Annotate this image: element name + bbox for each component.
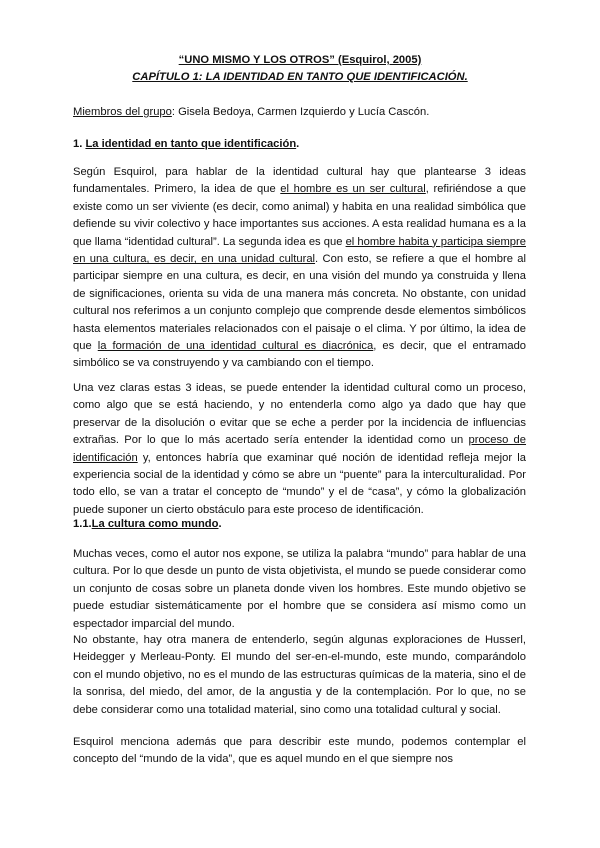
group-members xyxy=(73,104,429,120)
paragraph-2: Una vez claras estas 3 ideas, se puede entender la identidad cultural como un proceso, como algo que se está haciendo, y no entenderla como algo ya dado que hay que preservar de la disolución o evitar que se eche a perder por la incidencia de influencias extrañas. Por lo que lo más acertado sería entender la identidad como un proceso de identificación y, entonces habría que examinar qué noción de identidad refleja mejor la experiencia social de la identidad y cómo se abre un “puente” para la interculturalidad. Por todo ello, se van a tratar el concepto de “mundo” y el de “casa”, y cómo la globalización puede suponer un cierto obstáculo para este proceso de identificación. xyxy=(73,382,527,516)
members-names: : Gisela Bedoya, Carmen Izquierdo y Lucía Cascón. xyxy=(171,106,430,118)
chapter-title: CAPÍTULO 1: LA IDENTIDAD EN TANTO QUE IDENTIFICACIÓN. xyxy=(132,71,468,83)
paragraph-3: Muchas veces, como el autor nos expone, se utiliza la palabra “mundo” para hablar de una cultura. Por lo que desde un punto de vista objetivista, el mundo se puede considerar como un conjunto de cosas sobre un planeta donde viven los hombres. Este mundo objetivo se puede estudiar sistemáticamente por el hombre que se considera así mismo como un espectador imparcial del mundo. xyxy=(73,548,526,630)
members-label: Miembros del grupo xyxy=(73,106,172,118)
paragraph-4: No obstante, hay otra manera de entenderlo, según algunas exploraciones de Husserl, Heidegger y Merleau-Ponty. El mundo del ser-en-el-mundo, este mundo, comparándolo con el mundo objetivo, no es el mundo de las estructuras químicas de la materia, sino el de la sonrisa, del miedo, del amor, de la angustia y de la contemplación. Por lo que, no se debe considerar como una totalidad material, sino como una totalidad cultural y social. xyxy=(73,634,526,716)
paragraph-1: Según Esquirol, para hablar de la identidad cultural hay que plantearse 3 ideas fundamentales. Primero, la idea de que el hombre es un ser cultural, refiriéndose a que existe como un ser viviente (es decir, como animal) y habita en una realidad simbólica que defiende su vivir colectivo y hace importantes sus acciones. A esta realidad humana es a la que llama “identidad cultural”. La segunda idea es que el hombre habita y participa siempre en una cultura, es decir, en una unidad cultural. Con esto, se refiere a que el hombre al participar siempre en una cultura, es decir, en una visión del mundo ya construida y llena de significaciones, orienta su vida de una manera más concreta. No obstante, con unidad cultural nos referimos a un conjunto complejo que comprende desde elementos simbólicos hasta elementos materiales relacionados con el paisaje o el clima. Y por último, la idea de que la formación de una identidad cultural es diacrónica, es decir, que el entramado simbólico se va construyendo y va cambiando con el tiempo. xyxy=(73,166,527,370)
paragraph-5: Esquirol menciona además que para describir este mundo, podemos contemplar el concepto del “mundo de la vida”, que es aquel mundo en el que siempre nos xyxy=(73,736,526,766)
section-heading-1-1: 1.1.La cultura como mundo. xyxy=(73,518,222,530)
document-title: “UNO MISMO Y LOS OTROS” (Esquirol, 2005) xyxy=(178,54,422,66)
section-heading-1: 1. La identidad en tanto que identificación. xyxy=(73,138,300,150)
